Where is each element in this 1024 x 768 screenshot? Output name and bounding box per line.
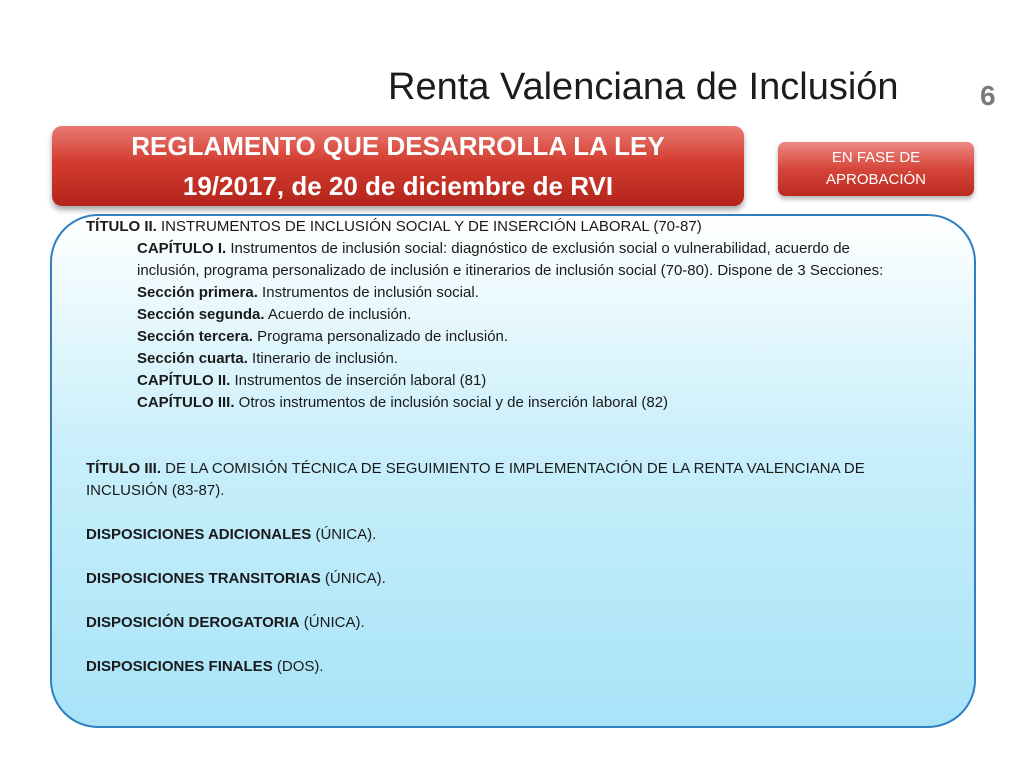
seccion-heading: Sección tercera.	[137, 328, 253, 345]
capitulo-ii-text: Instrumentos de inserción laboral (81)	[230, 372, 487, 389]
disposicion-text: (ÚNICA).	[299, 614, 365, 631]
disposiciones-adicionales	[86, 524, 916, 546]
status-badge	[778, 142, 974, 196]
banner-line-2: 19/2017, de 20 de diciembre de RVI	[182, 171, 614, 201]
spacer	[86, 502, 916, 524]
status-badge-line-1: EN FASE DE	[831, 149, 921, 166]
seccion-tercera	[86, 326, 916, 348]
seccion-segunda	[86, 304, 916, 326]
seccion-primera	[86, 282, 916, 304]
disposicion-derogatoria	[86, 612, 916, 634]
titulo-iii-text: DE LA COMISIÓN TÉCNICA DE SEGUIMIENTO E IMPLEMENTACIÓN DE LA RENTA VALENCIANA DE INCLUSIÓN (83-87).	[86, 460, 865, 499]
seccion-heading: Sección segunda.	[137, 306, 265, 323]
seccion-text: Instrumentos de inclusión social.	[257, 284, 479, 301]
capitulo-i-text: Instrumentos de inclusión social: diagnóstico de exclusión social o vulnerabilidad, acuerdo de inclusión, programa personalizado de inclusión e itinerarios de inclusión social (70-80). Dispone de 3 Secciones:	[137, 240, 884, 279]
spacer	[86, 590, 916, 612]
disposicion-heading: DISPOSICIONES TRANSITORIAS	[86, 570, 321, 587]
capitulo-iii	[86, 392, 916, 414]
disposicion-text: (ÚNICA).	[311, 526, 377, 543]
capitulo-i	[86, 238, 916, 282]
seccion-heading: Sección primera.	[137, 284, 258, 301]
seccion-text: Itinerario de inclusión.	[247, 350, 398, 367]
titulo-iii-heading: TÍTULO III.	[86, 460, 161, 477]
disposicion-heading: DISPOSICIONES ADICIONALES	[86, 526, 312, 543]
disposicion-heading: DISPOSICIÓN DEROGATORIA	[86, 614, 300, 631]
seccion-text: Acuerdo de inclusión.	[264, 306, 412, 323]
capitulo-iii-text: Otros instrumentos de inclusión social y de inserción laboral (82)	[234, 394, 669, 411]
slide-number: 6	[980, 80, 996, 111]
disposiciones-finales	[86, 656, 916, 678]
capitulo-ii-heading: CAPÍTULO II.	[137, 372, 231, 389]
content-text	[86, 216, 916, 678]
capitulo-iii-heading: CAPÍTULO III.	[137, 394, 235, 411]
spacer	[86, 634, 916, 656]
spacer	[86, 414, 916, 458]
seccion-cuarta	[86, 348, 916, 370]
disposicion-text: (ÚNICA).	[320, 570, 386, 587]
titulo-ii-heading: TÍTULO II.	[86, 218, 157, 235]
seccion-heading: Sección cuarta.	[137, 350, 248, 367]
titulo-ii	[86, 216, 916, 238]
status-badge-line-2: APROBACIÓN	[825, 171, 927, 188]
spacer	[86, 546, 916, 568]
disposicion-text: (DOS).	[272, 658, 324, 675]
slide-title: Renta Valenciana de Inclusión	[388, 66, 899, 108]
seccion-text: Programa personalizado de inclusión.	[252, 328, 509, 345]
banner-line-1: REGLAMENTO QUE DESARROLLA LA LEY	[131, 131, 665, 161]
disposicion-heading: DISPOSICIONES FINALES	[86, 658, 273, 675]
disposiciones-transitorias	[86, 568, 916, 590]
regulation-banner	[52, 126, 744, 206]
capitulo-ii	[86, 370, 916, 392]
titulo-ii-text: INSTRUMENTOS DE INCLUSIÓN SOCIAL Y DE INSERCIÓN LABORAL (70-87)	[156, 218, 702, 235]
capitulo-i-heading: CAPÍTULO I.	[137, 240, 227, 257]
titulo-iii	[86, 458, 916, 502]
